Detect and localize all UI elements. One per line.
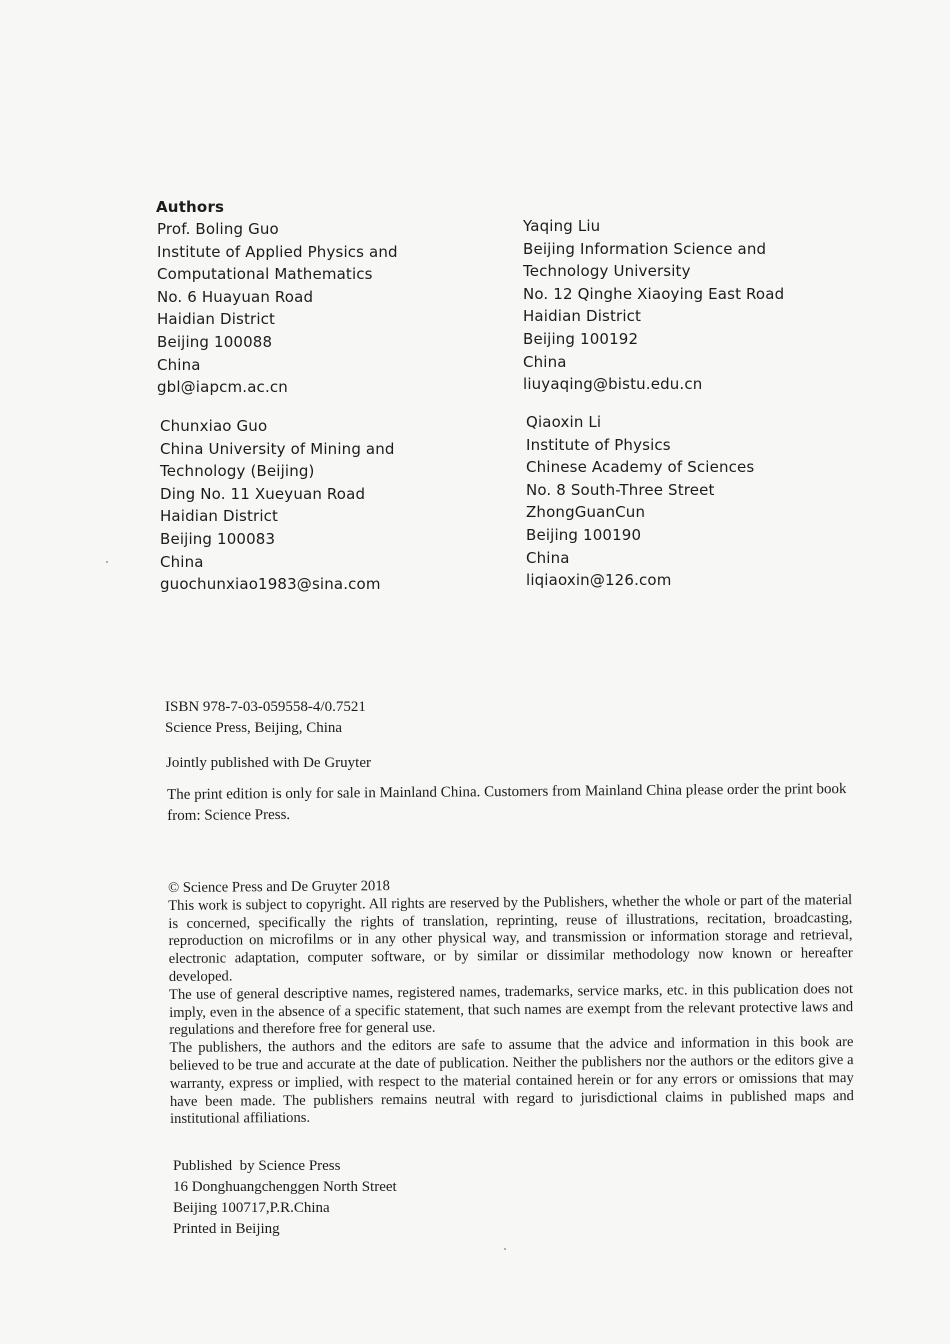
author-email: liuyaqing@bistu.edu.cn <box>523 375 703 394</box>
author-address: Ding No. 11 Xueyuan Road <box>160 484 366 503</box>
paper-speck <box>504 1248 506 1250</box>
author-city: Beijing 100192 <box>523 329 639 348</box>
paper-speck <box>106 561 108 563</box>
author-affiliation: Chinese Academy of Sciences <box>526 458 755 477</box>
isbn-block <box>165 697 366 738</box>
author-city: Beijing 100190 <box>526 525 642 544</box>
author-affiliation: Computational Mathematics <box>157 265 373 284</box>
author-yaqing-liu <box>523 215 784 396</box>
author-district: ZhongGuanCun <box>526 503 646 522</box>
copyright-paragraph-disclaimer: The publishers, the authors and the editors are safe to assume that the advice and information in this book are believed to be true and accurate at the date of publication. Neither the publishers nor the authors or the editors give a warranty, express or implied, with respect to the material contained herein or for any errors or omissions that may have been made. The publishers remains neutral with regard to jurisdictional claims in published maps and institutional affiliations. <box>169 1034 854 1128</box>
publisher-location: Science Press, Beijing, China <box>165 719 343 736</box>
author-email: gbl@iapcm.ac.cn <box>157 378 288 397</box>
author-affiliation: Beijing Information Science and <box>523 239 767 258</box>
copyright-block <box>168 874 854 1129</box>
author-affiliation: Institute of Physics <box>526 435 671 454</box>
joint-publication-note <box>166 753 371 774</box>
author-chunxiao-guo <box>160 415 395 596</box>
author-district: Haidian District <box>523 307 642 326</box>
author-name: Qiaoxin Li <box>526 413 602 431</box>
author-affiliation: China University of Mining and <box>160 439 395 458</box>
published-by: Published by Science Press <box>173 1158 341 1174</box>
printed-in: Printed in Beijing <box>173 1221 280 1237</box>
author-email: liqiaoxin@126.com <box>526 571 672 590</box>
copyright-paragraph-names: The use of general descriptive names, registered names, trademarks, service marks, etc. in this publication does not imply, even in the absence of a specific statement, that such names are exempt from the relevant protective laws and regulations and therefore free for general use. <box>168 980 854 1039</box>
publisher-street: 16 Donghuangchenggen North Street <box>173 1179 397 1195</box>
author-address: No. 12 Qinghe Xiaoying East Road <box>523 284 785 303</box>
author-country: China <box>160 552 204 571</box>
author-country: China <box>157 355 201 374</box>
author-email: guochunxiao1983@sina.com <box>160 575 381 594</box>
author-affiliation: Institute of Applied Physics and <box>157 242 398 261</box>
author-name: Prof. Boling Guo <box>157 220 279 238</box>
author-boling-guo <box>157 218 398 399</box>
publisher-block <box>173 1156 397 1240</box>
authors-heading: Authors <box>156 198 225 216</box>
author-affiliation: Technology University <box>523 262 691 281</box>
author-city: Beijing 100088 <box>157 332 273 351</box>
copyright-paragraph-rights: This work is subject to copyright. All rights are reserved by the Publishers, whether the whole or part of the material is concerned, specifically the rights of translation, reprinting, reuse of illustrations, recitation, broadcasting, reproduction on microfilms or in any other physical way, and transmission or information storage and retrieval, electronic adaptation, computer software, or by similar or dissimilar methodology now known or hereafter developed. <box>168 891 853 985</box>
author-name: Chunxiao Guo <box>160 417 268 435</box>
author-address: No. 8 South-Three Street <box>526 480 715 499</box>
isbn: ISBN 978-7-03-059558-4/0.7521 <box>165 699 366 715</box>
copyright-notice: © Science Press and De Gruyter 2018 <box>168 878 390 896</box>
author-country: China <box>523 352 567 371</box>
print-edition-text: The print edition is only for sale in Mainland China. Customers from Mainland China please order the print book from: Science Press. <box>167 781 847 824</box>
joint-publication-text: Jointly published with De Gruyter <box>166 755 371 771</box>
author-address: No. 6 Huayuan Road <box>157 287 314 306</box>
author-country: China <box>526 548 570 567</box>
author-qiaoxin-li <box>526 411 754 592</box>
author-district: Haidian District <box>160 507 279 526</box>
print-edition-note <box>167 779 857 826</box>
author-city: Beijing 100083 <box>160 529 276 548</box>
author-name: Yaqing Liu <box>523 217 601 235</box>
publisher-city: Beijing 100717,P.R.China <box>173 1200 330 1216</box>
author-district: Haidian District <box>157 310 276 329</box>
author-affiliation: Technology (Beijing) <box>160 462 315 481</box>
